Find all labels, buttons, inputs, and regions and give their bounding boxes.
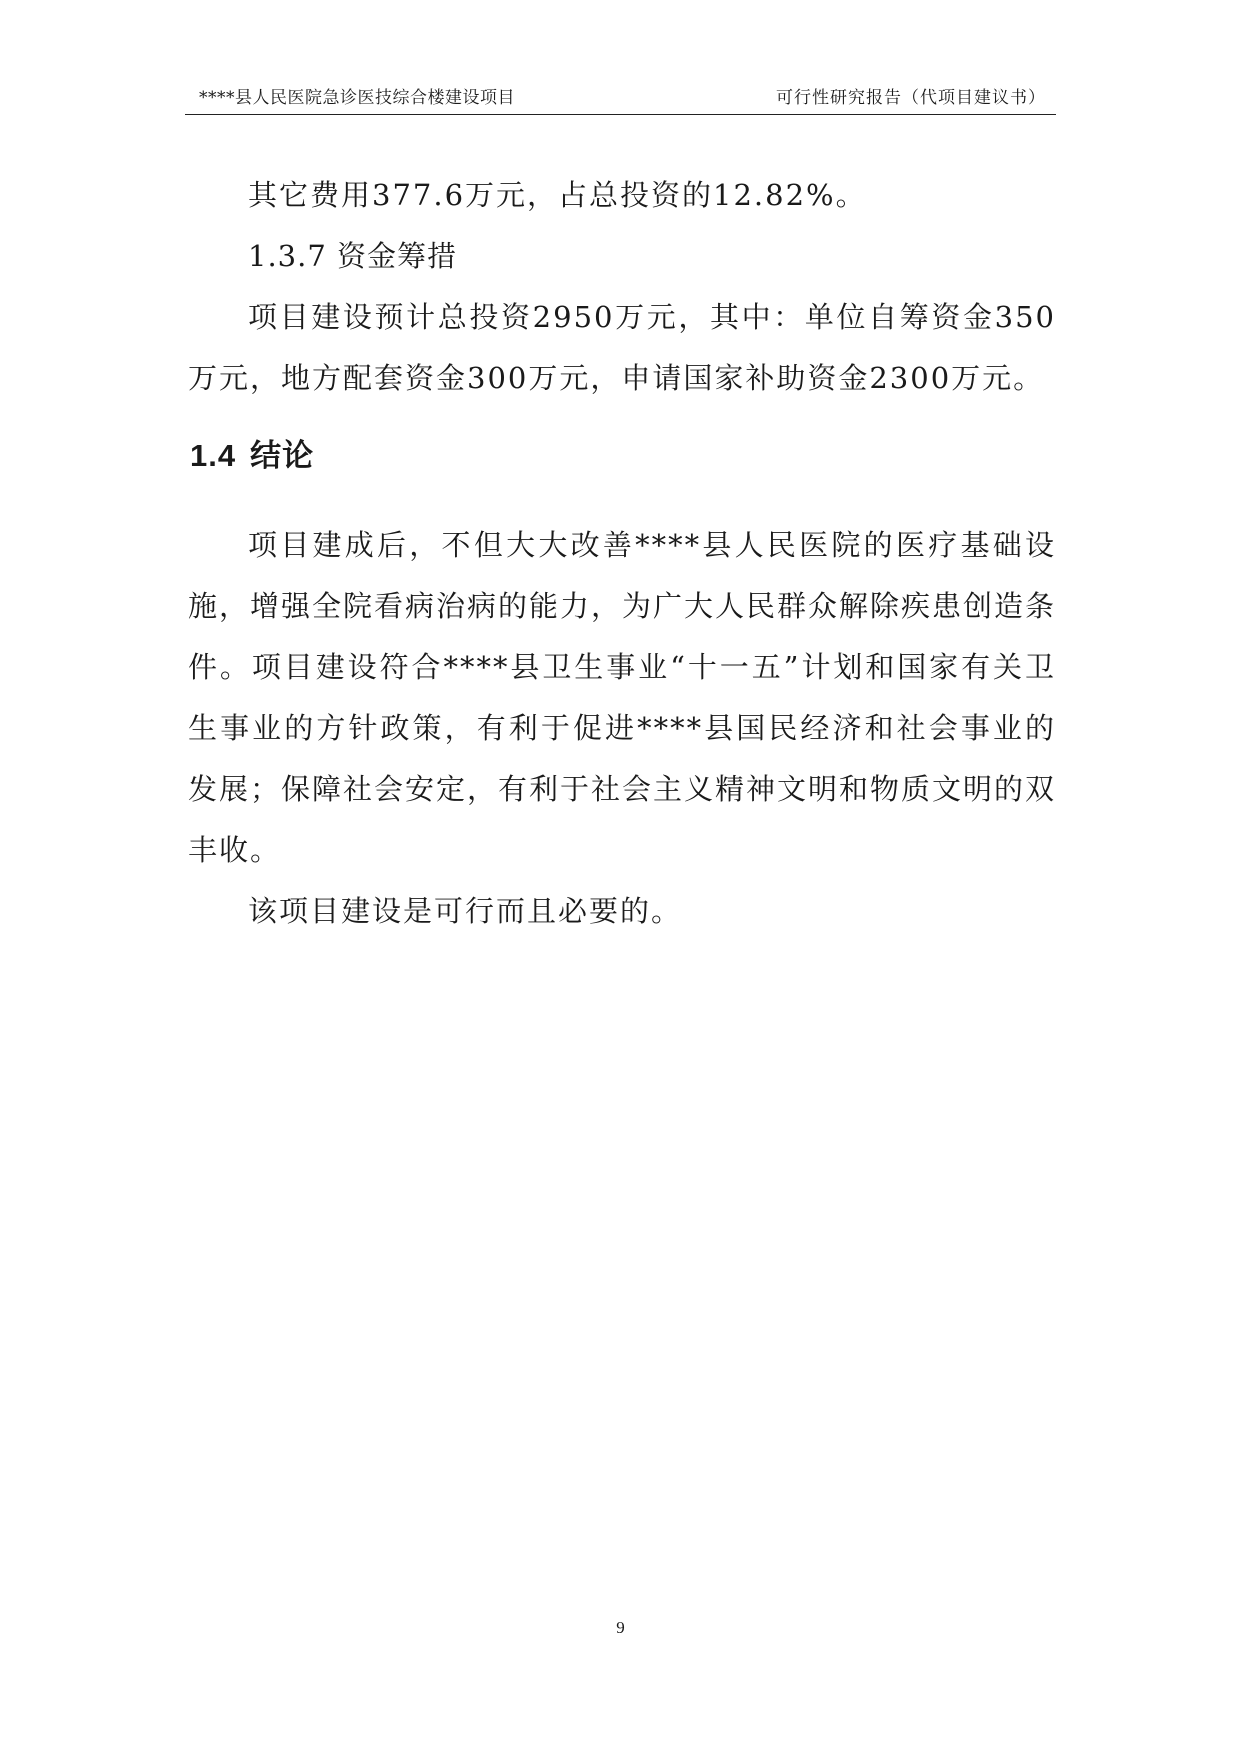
conclusion-heading [190, 436, 1056, 476]
page-header [185, 88, 1056, 115]
conclusion-paragraph: 项目建成后，不但大大改善****县人民医院的医疗基础设施，增强全院看病治病的能力，为广大人民群众解除疾患创造条件。项目建设符合****县卫生事业“十一五”计划和国家有关卫生事业的方针政策，有利于促进****县国民经济和社会事业的发展；保障社会安定，有利于社会主义精神文明和物质文明的双丰收。 [188, 528, 1057, 867]
other-costs-paragraph: 其它费用377.6万元，占总投资的12.82%。 [248, 178, 867, 212]
header-project-title: ****县人民医院急诊医技综合楼建设项目 [199, 88, 515, 108]
page-number: 9 [616, 1618, 625, 1637]
funding-subheading: 1.3.7 资金筹措 [248, 239, 458, 273]
page-body [188, 165, 1056, 942]
feasibility-statement: 该项目建设是可行而且必要的。 [248, 894, 683, 928]
funding-paragraph: 项目建设预计总投资2950万元，其中：单位自筹资金350万元，地方配套资金300万元，申请国家补助资金2300万元。 [188, 300, 1056, 395]
section-number: 1.4 [190, 438, 237, 473]
header-report-title: 可行性研究报告（代项目建议书） [776, 88, 1046, 108]
section-title: 结论 [250, 438, 315, 473]
